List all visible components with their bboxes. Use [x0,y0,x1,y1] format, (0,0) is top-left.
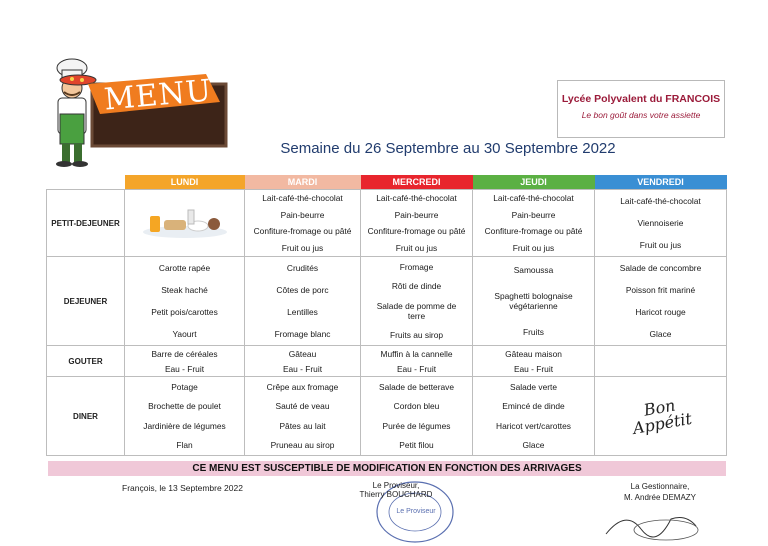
list-item: Salade verte [509,381,558,392]
list-item: Confiture-fromage ou pâté [484,226,583,237]
list-item: Lait-café-thé-chocolat [493,193,574,204]
list-item: Fruits au sirop [389,330,444,341]
list-item: Flan [176,440,193,451]
list-item: Confiture-fromage ou pâté [253,226,352,237]
gestionnaire-signature [610,481,710,503]
cell-gouter-vendredi [595,346,727,377]
list-item: Emincé de dinde [502,401,565,412]
bon-appetit-script: Bon Appétit [630,395,693,438]
list-item: Pruneau au sirop [270,440,335,451]
list-item: Lait-café-thé-chocolat [262,193,343,204]
row-label-diner: DINER [47,377,125,456]
list-item: Crêpe aux fromage [266,381,339,392]
proviseur-signature [346,481,446,499]
list-item: Viennoiserie [637,218,684,228]
list-item: Confiture-fromage ou pâté [367,226,466,237]
cell-dejeuner-lundi [125,257,245,346]
cell-dejeuner-mercredi [361,257,473,346]
list-item: Pain-beurre [280,209,325,220]
cell-diner-jeudi [473,377,595,456]
row-label-dejeuner: DEJEUNER [47,257,125,346]
day-header-lundi: LUNDI [125,175,245,190]
list-item: Barre de céréales [151,348,218,359]
cell-diner-lundi [125,377,245,456]
list-item: Salade de pomme de terre [376,300,457,321]
list-item: Fromage [399,261,434,272]
list-item: Glace [522,440,545,451]
list-item: Côtes de porc [276,285,329,295]
list-item: Eau - Fruit [164,363,205,374]
cell-petit-dejeuner-mardi [245,190,361,257]
list-item: Fruit ou jus [512,242,555,253]
list-item: Brochette de poulet [148,401,221,412]
list-item: Salade de betterave [379,381,454,392]
proviseur-title: Le Proviseur, [372,481,420,490]
cell-dejeuner-mardi [245,257,361,346]
cell-petit-dejeuner-lundi [125,190,245,257]
days-header-row [47,175,727,190]
list-item: Steak haché [161,285,208,295]
list-item: Carotte rapée [158,263,211,273]
list-item: Eau - Fruit [513,363,554,374]
list-item: Potage [171,381,198,392]
table-row-diner [47,377,727,456]
row-label-gouter: GOUTER [47,346,125,377]
list-item: Fruit ou jus [281,242,324,253]
list-item: Pain-beurre [394,209,439,220]
school-box [557,80,725,138]
row-label-petit-dejeuner: PETIT-DEJEUNER [47,190,125,257]
list-item: Lait-café-thé-chocolat [376,193,457,204]
list-item: Pain-beurre [511,209,556,220]
list-item: Gâteau maison [505,348,562,359]
cell-petit-dejeuner-jeudi [473,190,595,257]
list-item: Lait-café-thé-chocolat [620,196,701,206]
list-item: Jardinière de légumes [143,420,226,431]
cell-diner-mercredi [361,377,473,456]
cell-gouter-lundi [125,346,245,377]
list-item: Sauté de veau [275,401,330,412]
list-item: Lentilles [287,307,318,317]
list-item: Gâteau [288,348,317,359]
list-item: Spaghetti bolognaise végétarienne [494,291,573,311]
cell-gouter-jeudi [473,346,595,377]
list-item: Petit pois/carottes [151,307,218,317]
school-tagline: Le bon goût dans votre assiette [581,110,701,120]
list-item: Pâtes au lait [279,420,326,431]
table-row-gouter [47,346,727,377]
list-item: Glace [649,329,672,339]
cell-dejeuner-vendredi [595,257,727,346]
school-name: Lycée Polyvalent du FRANCOIS [561,93,721,105]
cell-diner-vendredi [595,377,727,456]
list-item: Haricot rouge [635,307,686,317]
list-item: Rôti de dinde [391,281,442,292]
table-row-dejeuner [47,257,727,346]
breakfast-photo [140,204,230,240]
list-item: Petit filou [399,440,434,451]
menu-title: MENU [102,73,214,118]
list-item: Fromage blanc [274,329,331,339]
header-blank [47,175,125,190]
list-item: Fruit ou jus [639,240,682,250]
list-item: Salade de concombre [619,263,702,273]
stamp-text: Le Proviseur [396,508,436,515]
day-header-jeudi: JEUDI [473,175,595,190]
day-header-vendredi: VENDREDI [595,175,727,190]
list-item: Fruit ou jus [395,242,438,253]
cell-diner-mardi [245,377,361,456]
table-row-petit-dejeuner [47,190,727,257]
list-item: Yaourt [172,329,197,339]
list-item: Purée de légumes [382,420,451,431]
handwritten-signature-icon [596,504,706,544]
gestionnaire-title: La Gestionnaire, [630,482,690,491]
cell-petit-dejeuner-mercredi [361,190,473,257]
list-item: Crudités [286,263,319,273]
menu-table [46,175,727,456]
list-item: Poisson frit mariné [625,285,696,295]
gestionnaire-name: M. Andrée DEMAZY [623,493,697,502]
cell-dejeuner-jeudi [473,257,595,346]
list-item: Haricot vert/carottes [496,420,571,431]
date-line: François, le 13 Septembre 2022 [122,483,243,493]
list-item: Samoussa [513,265,554,275]
list-item: Eau - Fruit [396,363,437,374]
cell-gouter-mercredi [361,346,473,377]
list-item: Muffin à la cannelle [380,348,453,359]
modification-notice: CE MENU EST SUSCEPTIBLE DE MODIFICATION EN FONCTION DES ARRIVAGES [48,461,726,476]
day-header-mardi: MARDI [245,175,361,190]
list-item: Fruits [523,327,544,337]
cell-gouter-mardi [245,346,361,377]
proviseur-name: Thierry BOUCHARD [359,490,433,499]
list-item: Eau - Fruit [282,363,323,374]
cell-petit-dejeuner-vendredi [595,190,727,257]
menu-board [88,72,228,148]
list-item: Cordon bleu [393,401,440,412]
week-title: Semaine du 26 Septembre au 30 Septembre 2022 [280,140,616,157]
day-header-mercredi: MERCREDI [361,175,473,190]
